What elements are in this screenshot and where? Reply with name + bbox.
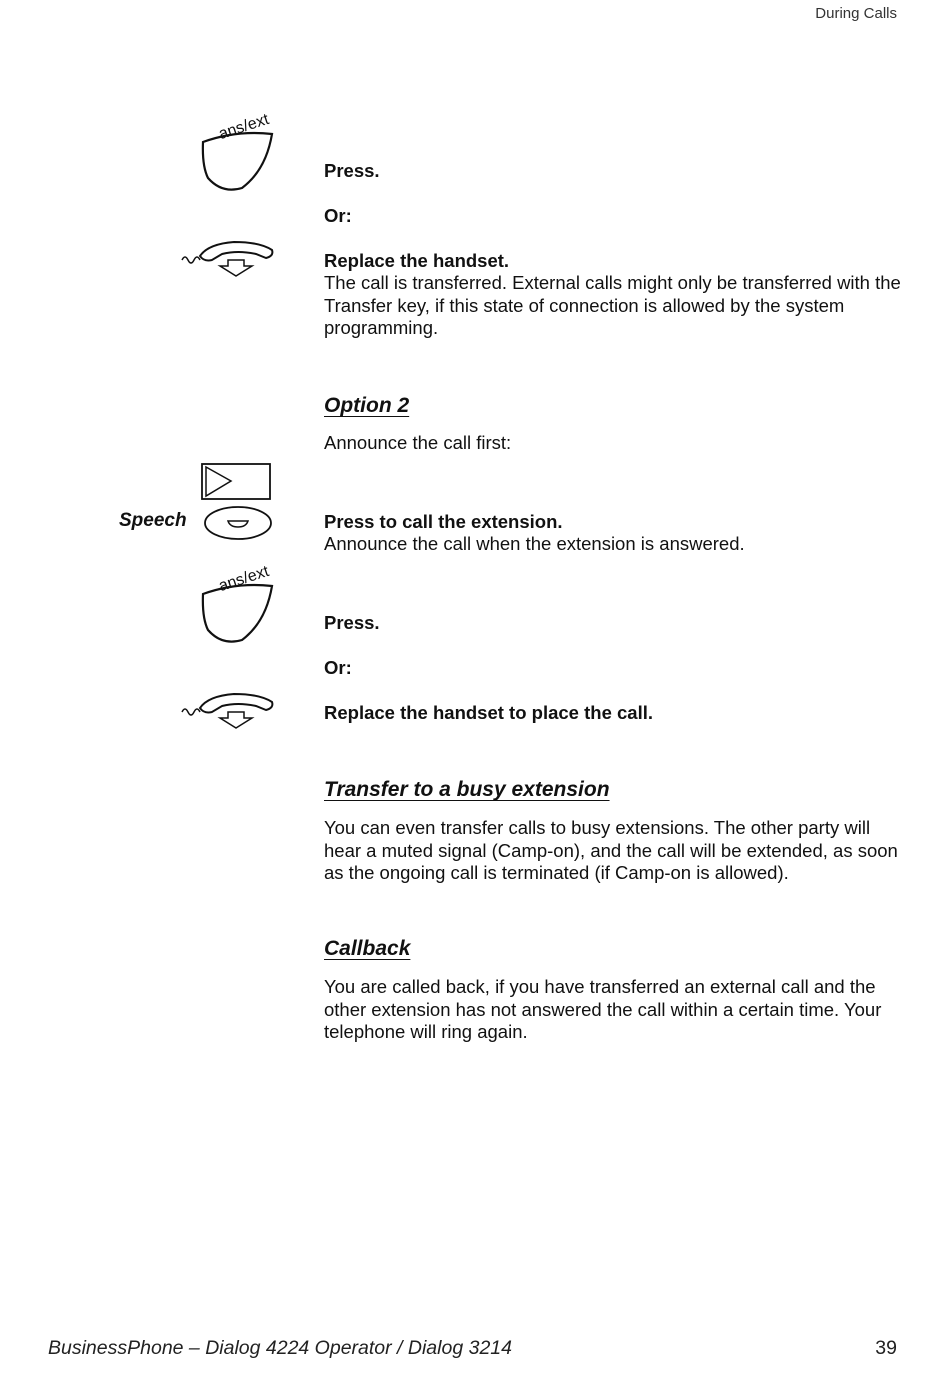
transfer-description: The call is transferred. External calls might only be transferred with the Transfer key, if this state of connection is allowed by the system programming. [324, 272, 901, 338]
replace-handset-icon [178, 236, 278, 280]
press-instruction-2: Press. [324, 612, 380, 633]
display-indicator-icon [201, 463, 273, 501]
press-instruction: Press. [324, 160, 380, 181]
ans-ext-label: ans/ext [216, 110, 272, 144]
ans-ext-key-icon [196, 108, 278, 194]
press-call-instruction: Press to call the extension. [324, 511, 563, 532]
replace-handset-instruction: Replace the handset. [324, 250, 510, 271]
page-number: 39 [875, 1337, 897, 1359]
running-header: During Calls [815, 5, 897, 22]
ans-ext-label-2: ans/ext [216, 562, 272, 596]
callback-text: You are called back, if you have transferred an external call and the other extension has not answered the call within a certain time. Your telephone will ring again. [324, 976, 882, 1042]
option2-heading: Option 2 [324, 394, 410, 417]
ans-ext-key-icon-2 [196, 560, 278, 646]
announce-description: Announce the call when the extension is answered. [324, 533, 745, 554]
busy-extension-heading: Transfer to a busy extension [324, 778, 610, 801]
speech-key-label: Speech [119, 510, 187, 531]
speech-key-icon [202, 505, 276, 543]
busy-extension-text: You can even transfer calls to busy extensions. The other party will hear a muted signal (Camp-on), and the call will be extended, as soon as the ongoing call is terminated (if Camp-on is allowed). [324, 817, 898, 883]
callback-heading: Callback [324, 937, 411, 960]
replace-handset-place-call: Replace the handset to place the call. [324, 702, 653, 723]
replace-handset-icon-2 [178, 688, 278, 732]
or-label-2: Or: [324, 657, 352, 678]
option2-intro: Announce the call first: [324, 432, 512, 453]
footer-title: BusinessPhone – Dialog 4224 Operator / Dialog 3214 [48, 1337, 512, 1359]
or-label: Or: [324, 205, 352, 226]
